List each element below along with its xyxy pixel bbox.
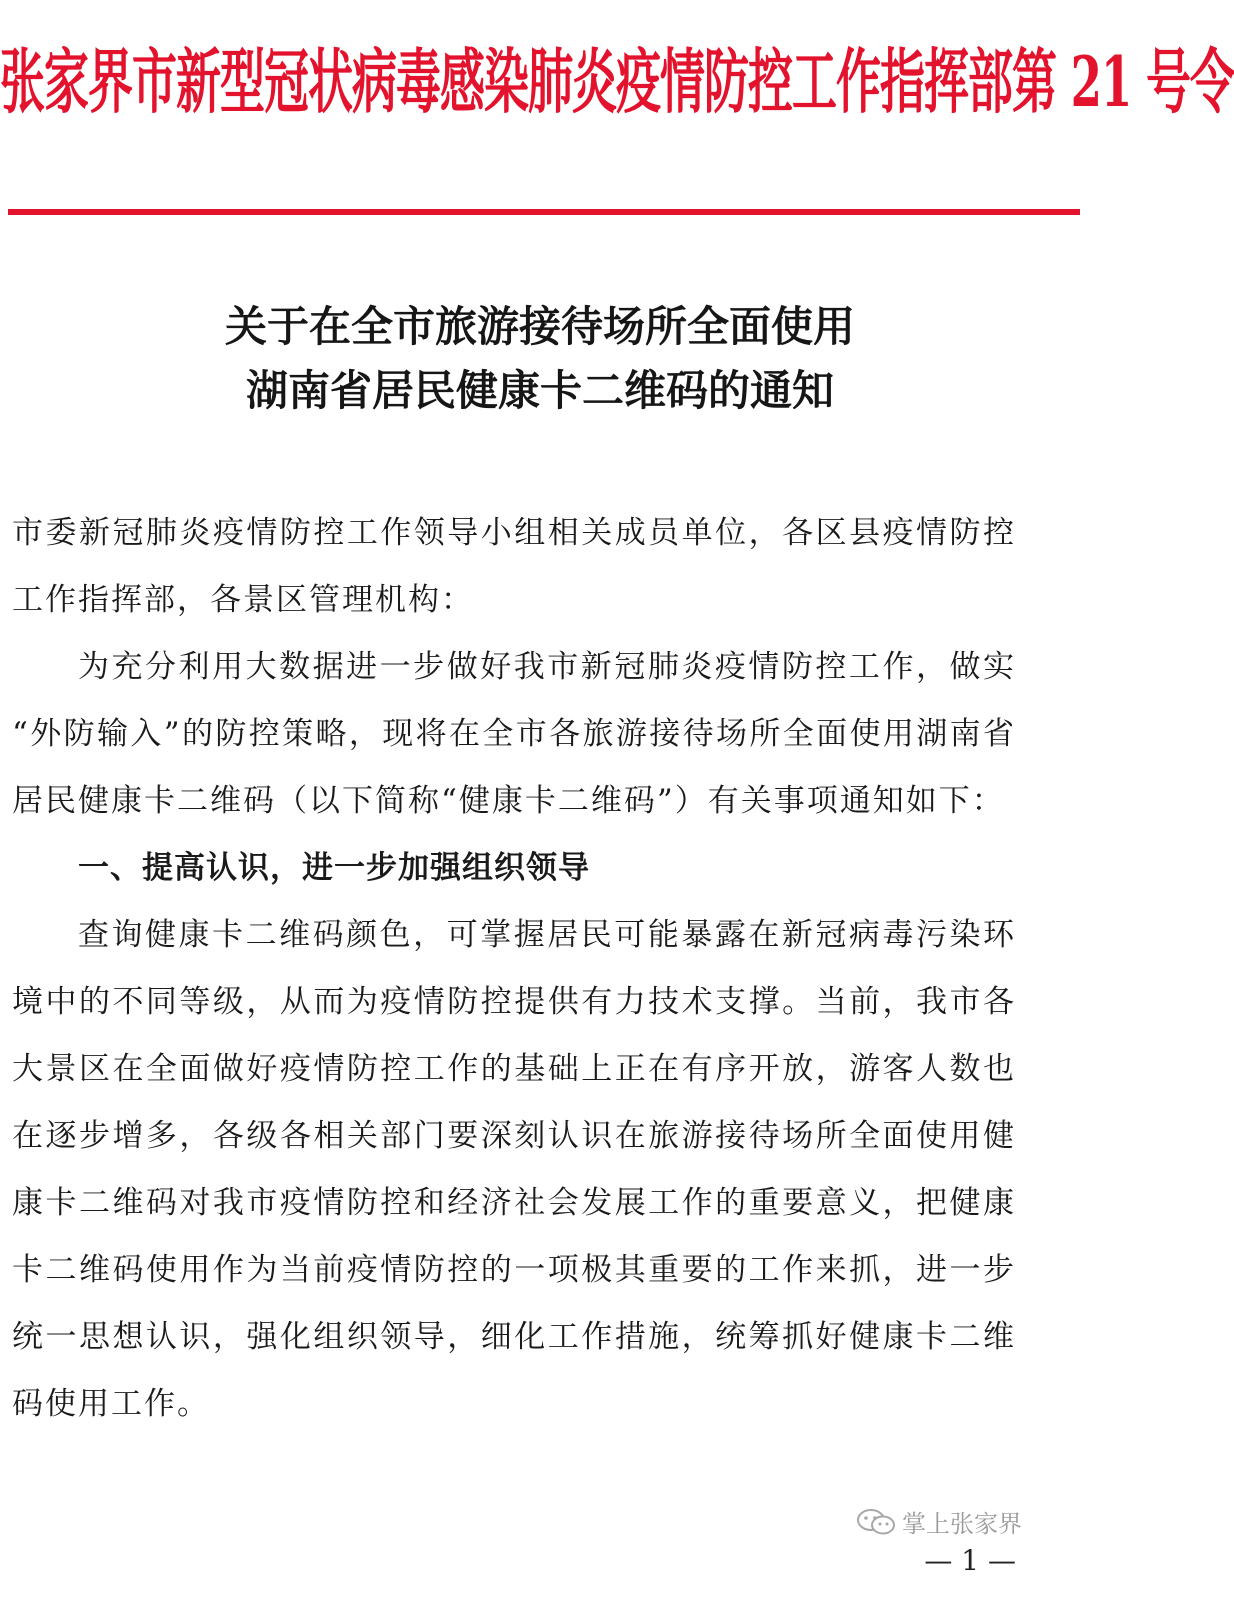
document-title-line-2: 湖南省居民健康卡二维码的通知 [245, 366, 834, 415]
document-title-line-1: 关于在全市旅游接待场所全面使用 [224, 302, 855, 351]
red-divider-rule [8, 209, 1080, 215]
section-1-paragraph: 查询健康卡二维码颜色，可掌握居民可能暴露在新冠病毒污染环境中的不同等级，从而为疫情防控提供有力技术支撑。当前，我市各大景区在全面做好疫情防控工作的基础上正在有序开放，游客人数也在逐步增多，各级各相关部门要深刻认识在旅游接待场所全面使用健康卡二维码对我市疫情防控和经济社会发展工作的重要意义，把健康卡二维码使用作为当前疫情防控的一项极其重要的工作来抓，进一步统一思想认识，强化组织领导，细化工作措施，统筹抓好健康卡二维码使用工作。 [12, 917, 1016, 1422]
intro-paragraph: 为充分利用大数据进一步做好我市新冠肺炎疫情防控工作，做实 “外防输入”的防控策略，现将在全市各旅游接待场所全面使用湖南省居民健康卡二维码（以下简称“健康卡二维码”）有关事项通知如下： [12, 649, 1016, 819]
document-body [12, 500, 1016, 1438]
issuer-header-title: 张家界市新型冠状病毒感染肺炎疫情防控工作指挥部第 21 号令 [0, 40, 1234, 124]
addressee-paragraph: 市委新冠肺炎疫情防控工作领导小组相关成员单位，各区县疫情防控工作指挥部，各景区管理机构： [12, 515, 1016, 618]
watermark-text: 掌上张家界 [902, 1510, 1022, 1538]
wechat-watermark [856, 1504, 1022, 1539]
page-number: — 1 — [924, 1544, 1016, 1577]
section-1-heading: 一、提高认识，进一步加强组织领导 [78, 850, 590, 886]
wechat-icon [856, 1508, 896, 1536]
